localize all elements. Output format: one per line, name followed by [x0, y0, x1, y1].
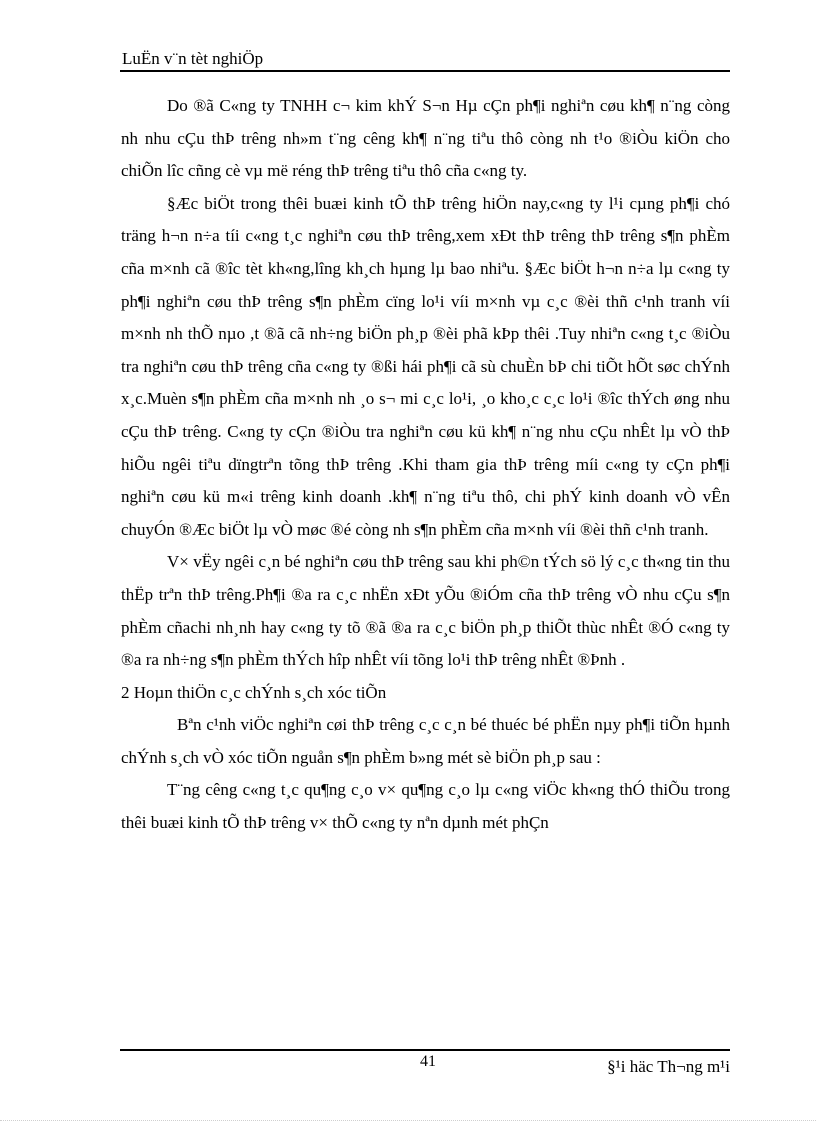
page-edge-divider	[0, 1120, 816, 1121]
section-heading: 2 Hoµn thiÖn c¸c chÝnh s¸ch xóc tiÕn	[121, 682, 387, 702]
paragraph-2: §Æc biÖt trong thêi buæi kinh tÕ thÞ trêng hiÖn nay,c«ng ty l¹i cµng ph¶i chó träng h¬n n÷a tíi c«ng t¸c nghiªn cøu thÞ trêng,xem xÐt thÞ trêng thÞ trêng s¶n phÈm cña m×nh cã ®îc tèt kh«ng,lîng kh¸ch hµng lµ bao nhiªu. §Æc biÖt h¬n n÷a lµ c«ng ty ph¶i nghiªn cøu thÞ trêng s¶n phÈm cïng lo¹i víi m×nh vµ c¸c ®èi thñ c¹nh tranh víi m×nh nh thÕ nµo ,t ®ã cã nh÷ng biÖn ph¸p ®èi phã kÞp thêi .Tuy nhiªn c«ng t¸c ®iÒu tra nghiªn cøu thÞ trêng cña c«ng ty ®ßi hái ph¶i cã sù chuÈn bÞ chi tiÕt hÕt søc chÝnh x¸c.Muèn s¶n phÈm cña m×nh nh ¸o s¬ mi c¸c lo¹i, ¸o kho¸c c¸c lo¹i ®îc thÝch øng nhu cÇu thÞ trêng. C«ng ty cÇn ®iÒu tra nghiªn cøu kü kh¶ n¨ng nhu cÇu nhÊt lµ vÒ thÞ hiÕu ngêi tiªu dïngtrªn tõng thÞ trêng .Khi tham gia thÞ trêng míi c«ng ty cÇn ph¶i nghiªn cøu kü m«i trêng kinh doanh .kh¶ n¨ng tiªu thô, chi phÝ kinh doanh vÒ vÊn chuyÓn ®Æc biÖt lµ vÒ møc ®é còng nh s¶n phÈm cña m×nh víi ®èi thñ c¹nh tranh.	[121, 193, 730, 539]
footer-rule	[120, 1049, 730, 1051]
paragraph-4: Bªn c¹nh viÖc nghiªn cøi thÞ trêng c¸c c¸n bé thuéc bé phËn nµy ph¶i tiÕn hµnh chÝnh s¸ch vÒ xóc tiÕn nguån s¶n phÈm b»ng mét sè biÖn ph¸p sau :	[121, 715, 730, 767]
footer-institution: §¹i häc Th¬ng m¹i	[607, 1057, 730, 1076]
page-number: 41	[420, 1053, 436, 1070]
document-body	[121, 90, 730, 840]
header-rule	[120, 70, 730, 72]
paragraph-1: Do ®ã C«ng ty TNHH c¬ kim khÝ S¬n Hµ cÇn ph¶i nghiªn cøu kh¶ n¨ng còng nh nhu cÇu thÞ trêng nh»m t¨ng cêng kh¶ n¨ng tiªu thô còng nh t¹o ®iÒu kiÖn cho chiÕn lîc cñng cè vµ më réng thÞ trêng tiªu thô cña c«ng ty.	[121, 96, 730, 181]
page-header-title: LuËn v¨n tèt nghiÖp	[122, 49, 264, 68]
paragraph-3: V× vËy ngêi c¸n bé nghiªn cøu thÞ trêng sau khi ph©n tÝch sö lý c¸c th«ng tin thu thËp trªn thÞ trêng.Ph¶i ®a ra c¸c nhËn xÐt yÕu ®iÓm cña thÞ trêng vÒ nhu cÇu s¶n phÈm cñachi nh¸nh hay c«ng ty tõ ®ã ®a ra c¸c biÖn ph¸p thiÕt thùc nhÊt ®Ó c«ng ty ®a ra nh÷ng s¶n phÈm thÝch hîp nhÊt víi tõng lo¹i thÞ trêng nhÊt ®Þnh .	[121, 552, 730, 670]
paragraph-5: T¨ng cêng c«ng t¸c qu¶ng c¸o v× qu¶ng c¸o lµ c«ng viÖc kh«ng thÓ thiÕu trong thêi buæi kinh tÕ thÞ trêng v× thÕ c«ng ty nªn dµnh mét phÇn	[121, 780, 730, 833]
